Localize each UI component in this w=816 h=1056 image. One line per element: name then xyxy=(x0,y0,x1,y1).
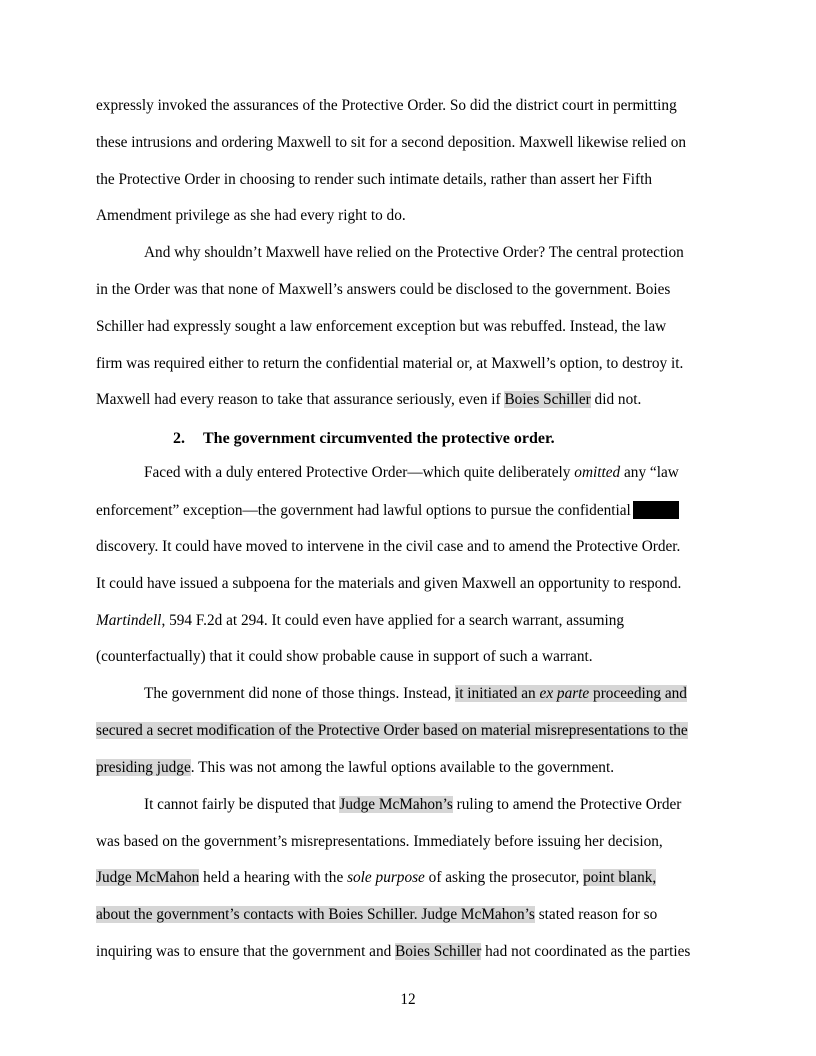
body-line: was based on the government’s misrepresentations. Immediately before issuing her decision, xyxy=(96,833,663,850)
highlighted-text: Judge McMahon xyxy=(96,869,200,886)
body-line: expressly invoked the assurances of the Protective Order. So did the district court in permitting xyxy=(96,97,677,114)
body-line: The government did none of those things. Instead, it initiated an ex parte proceeding and xyxy=(144,685,687,702)
body-line: It could have issued a subpoena for the materials and given Maxwell an opportunity to respond. xyxy=(96,575,682,592)
body-line: Faced with a duly entered Protective Order—which quite deliberately omitted any “law xyxy=(144,464,679,481)
body-line: Maxwell had every reason to take that assurance seriously, even if Boies Schiller did not. xyxy=(96,391,642,408)
body-line: about the government’s contacts with Boies Schiller. Judge McMahon’s stated reason for so xyxy=(96,906,658,923)
body-line: inquiring was to ensure that the government and Boies Schiller had not coordinated as the parties xyxy=(96,943,691,960)
highlighted-text: Boies Schiller xyxy=(395,943,482,960)
body-line: in the Order was that none of Maxwell’s answers could be disclosed to the government. Boies xyxy=(96,281,671,298)
body-line: It cannot fairly be disputed that Judge McMahon’s ruling to amend the Protective Order xyxy=(144,796,682,813)
body-line: discovery. It could have moved to intervene in the civil case and to amend the Protective Order. xyxy=(96,538,681,555)
highlighted-text: secured a secret modification of the Protective Order based on material misrepresentations to the xyxy=(96,722,688,739)
section-heading xyxy=(173,429,555,449)
body-line: Amendment privilege as she had every right to do. xyxy=(96,207,406,224)
body-line: enforcement” exception—the government had lawful options to pursue the confidential xyxy=(96,501,679,520)
page-number: 12 xyxy=(400,991,416,1008)
redaction-block xyxy=(633,501,679,519)
body-line: these intrusions and ordering Maxwell to sit for a second deposition. Maxwell likewise relied on xyxy=(96,134,687,151)
highlighted-text: about the government’s contacts with Boies Schiller. Judge McMahon’s xyxy=(96,906,535,923)
body-line: Martindell, 594 F.2d at 294. It could even have applied for a search warrant, assuming xyxy=(96,612,625,629)
body-line: (counterfactually) that it could show probable cause in support of such a warrant. xyxy=(96,648,593,665)
highlighted-text: point blank, xyxy=(583,869,657,886)
highlighted-text: it initiated an ex parte proceeding and xyxy=(454,685,687,702)
section-number: 2. xyxy=(173,430,185,447)
body-line xyxy=(96,722,688,740)
highlighted-text: Judge McMahon’s xyxy=(339,796,453,813)
highlighted-text: presiding judge xyxy=(96,759,191,776)
body-line: Judge McMahon held a hearing with the sole purpose of asking the prosecutor, point blank, xyxy=(96,869,657,886)
body-line: firm was required either to return the confidential material or, at Maxwell’s option, to destroy it. xyxy=(96,355,684,372)
body-line: Schiller had expressly sought a law enforcement exception but was rebuffed. Instead, the law xyxy=(96,318,667,335)
highlighted-text: Boies Schiller xyxy=(504,391,591,408)
section-title: The government circumvented the protective order. xyxy=(203,430,555,447)
body-line: the Protective Order in choosing to render such intimate details, rather than assert her Fifth xyxy=(96,171,653,188)
body-line: presiding judge. This was not among the lawful options available to the government. xyxy=(96,759,615,776)
body-line: And why shouldn’t Maxwell have relied on the Protective Order? The central protection xyxy=(144,244,684,261)
